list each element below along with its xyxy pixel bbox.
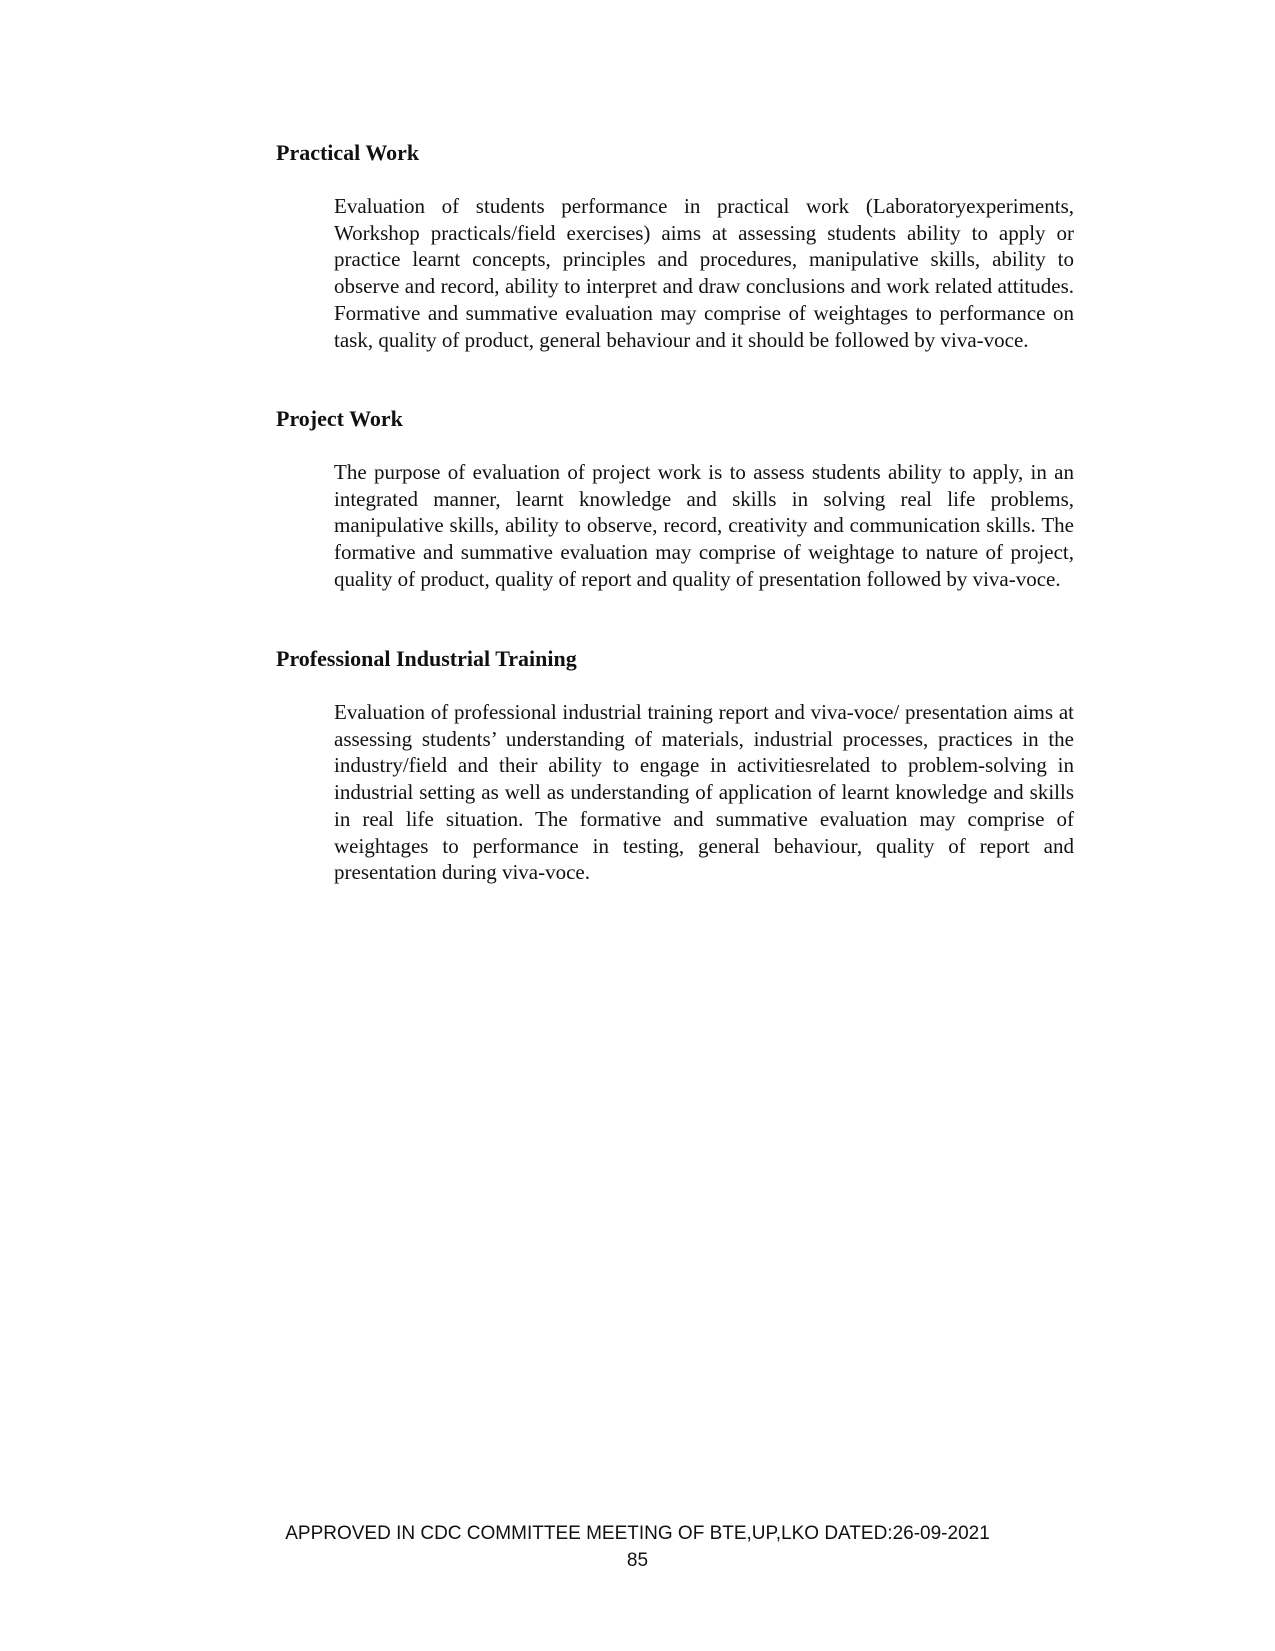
section-body-project-work: The purpose of evaluation of project work is to assess students ability to apply, in an integrated manner, learnt knowledge and skills in solving real life problems, manipulative skills, ability to observe, record, creativity and communication skills. The formative and summative evaluation may comprise of weightage to nature of project, quality of product, quality of report and quality of presentation followed by viva-voce. xyxy=(334,460,1074,591)
footer-approval-note: APPROVED IN CDC COMMITTEE MEETING OF BTE,UP,LKO DATED:26-09-2021 xyxy=(285,1523,990,1544)
page-number: 85 xyxy=(626,1550,649,1571)
section-heading-professional-industrial-training: Professional Industrial Training xyxy=(276,646,577,671)
section-body-professional-industrial-training: Evaluation of professional industrial training report and viva-voce/ presentation aims at assessing students’ understanding of materials, industrial processes, practices in the industry/field and their ability to engage in activitiesrelated to problem-solving in industrial setting as well as understanding of application of learnt knowledge and skills in real life situation. The formative and summative evaluation may comprise of weightages to performance in testing, general behaviour, quality of report and presentation during viva-voce. xyxy=(334,700,1074,885)
section-heading-practical-work: Practical Work xyxy=(276,140,420,165)
section-heading-project-work: Project Work xyxy=(276,406,403,431)
section-body-practical-work: Evaluation of students performance in practical work (Laboratoryexperiments, Workshop practicals/field exercises) aims at assessing students ability to apply or practice learnt concepts, principles and procedures, manipulative skills, ability to observe and record, ability to interpret and draw conclusions and work related attitudes. Formative and summative evaluation may comprise of weightages to performance on task, quality of product, general behaviour and it should be followed by viva-voce. xyxy=(334,194,1074,352)
